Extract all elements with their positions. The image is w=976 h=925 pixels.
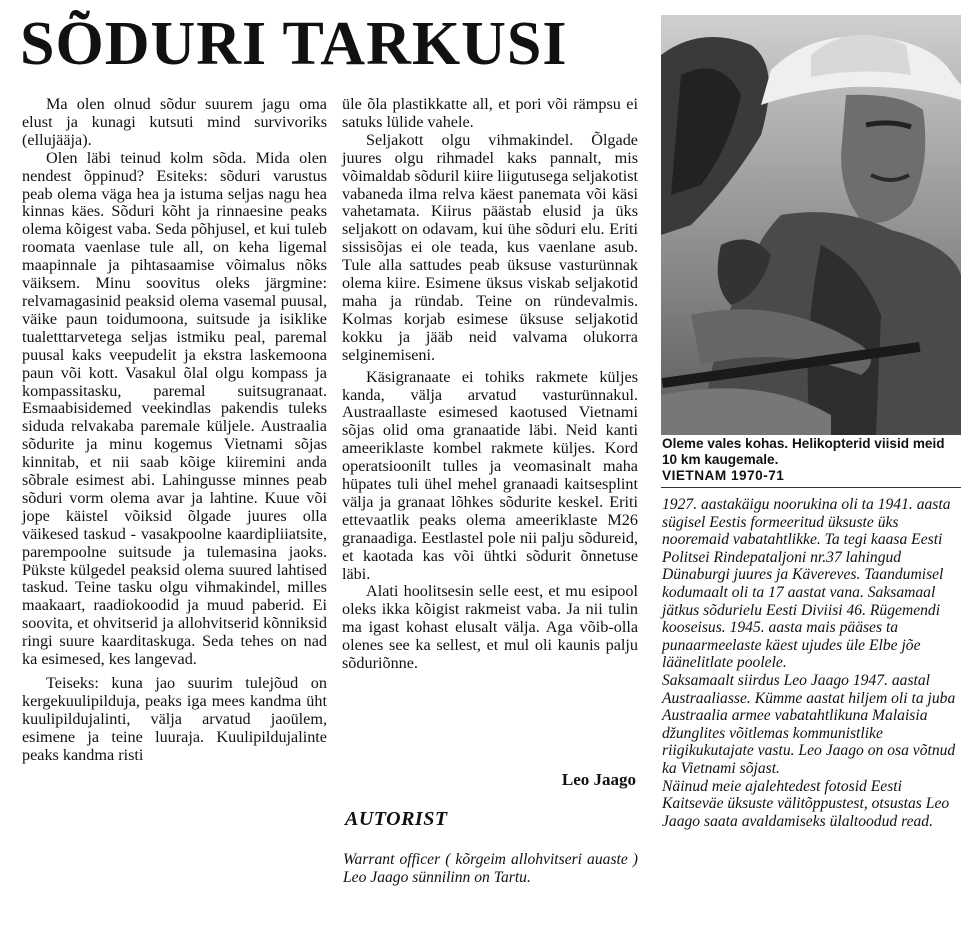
- caption-text: Oleme vales kohas. Helikopterid viisid meid 10 km kaugemale.: [662, 436, 945, 467]
- paragraph: Teiseks: kuna jao suurim tulejõud on kergekuulipilduja, peaks iga mees kandma üht kuulipildujalinti, välja arvatud jaoülem, esimene ja teine luuraja. Kuulipildujalinte peaks kandma risti: [22, 674, 327, 764]
- paragraph: Käsigranaate ei tohiks rakmete küljes kanda, välja arvatud vasturünnakul. Austraallaste esimesed kaotused Vietnami sõjas olid oma granaatide läbi. Neid kanti ameeriklaste kombel rakmete küljes. Kord operatsioonilt tulles ja veomasinalt maha hüpates tuli ühel mehel granaadi kaitsesplint välja ja granaat lõhkes sõdurite keskel. Eriti ettevaatlik peaks olema ameeriklaste M26 granaadiga. Eestlastel pole nii palju sõdureid, et kaotada kas või ühtki sõdurit õnnetuse läbi.: [342, 367, 638, 583]
- paragraph: Alati hoolitsesin selle eest, et mu esipool oleks ikka kõigist rakmeist vaba. Ja nii tulin ma igast kohast elusalt välja. Aga võib-olla olenes see ka sellest, et mul oli kaunis palju sõduriõnne.: [342, 582, 638, 673]
- article-column-2: [342, 96, 638, 673]
- paragraph: Ma olen olnud sõdur suurem jagu oma elust ja kunagi kutsuti mind survivoriks (ellujääja).: [22, 95, 327, 149]
- soldier-photo-image: [661, 15, 961, 435]
- divider: [661, 487, 961, 488]
- bio-paragraph: Näinud meie ajalehtedest fotosid Eesti Kaitseväe üksuste välitõppustest, otsustas Leo Jaago saata avaldamiseks ülaltoodud read.: [662, 777, 950, 830]
- author-section-heading: AUTORIST: [345, 808, 448, 830]
- author-biography: [662, 496, 962, 830]
- paragraph: üle õla plastikkatte all, et pori või rämpsu ei satuks lülide vahele.: [342, 95, 638, 131]
- headline: SÕDURI TARKUSI: [20, 10, 568, 78]
- paragraph: Olen läbi teinud kolm sõda. Mida olen nendest õppinud? Esiteks: sõduri varustus peab olema väga hea ja istuma seljas nagu hea kinnas käes. Sõduri kõht ja rinnaesine peaks olema kõigest vaba. Seda põhjusel, et kui tuleb roomata vaenlase tule all, on keha ligemal maapinnale ja pihtasaamise võimalus nõks väiksem. Minu soovitus oleks järgmine: relvamagasinid peaksid olema vasemal puusal, väike paun toidumoona, suitsude ja isiklike tualetttarvetega seljas istmiku peal, paremal puusal kaks veepudelit ja ekstra laskemoona paun või kott. Vasakul õlal olgu kompass ja kompassitasku, paremal suitsugranaat. Esmaabisidemed veekindlas pakendis tuleks siduda relvakaba paremale küljele. Austraalia sõdurite ja minu kogemus Vietnami sõjas kinnitab, et nii saab kõige kiiremini anda sõbrale esimest abi. Lahingusse minnes peab sõduri vorm olema avar ja lahtine. Kuue või jope käistel võiksid õlgade juures olla väikesed taskud - vasakpoolne kaardipliiatsite, parempoolne suitsude ja tulemasina jaoks. Pükste külgedel peaksid olema suured lahtised taskud. Teine tasku olgu vihmakindel, milles maakaart, raadiokoodid ja muud paberid. Ei soovita, et ohvitserid ja allohvitserid kõnniksid ringi suure kaarditaskuga. Seda tehes on nad ka esimesed, kes langevad.: [22, 148, 327, 669]
- photo-caption: [662, 436, 962, 484]
- soldier-photo: [661, 15, 961, 435]
- byline: Leo Jaago: [561, 770, 636, 789]
- author-intro: Warrant officer ( kõrgeim allohvitseri auaste ) Leo Jaago sünnilinn on Tartu.: [343, 851, 638, 886]
- paragraph: Seljakott olgu vihmakindel. Õlgade juures olgu rihmadel kaks pannalt, mis võimaldab sõduril kiire liigutusega seljakotist vabaneda ilma relva käest panemata või käsi vahetamata. Kiirus päästab elusid ja üks seljakott on odavam, kui ühe sõduri elu. Eriti sissisõjas ei ole teada, kus vaenlane asub. Tule alla sattudes peab üksuse vasturünnak olema kiire. Esimene üksus viskab seljakotid maha ja ründab. Teine on ründevalmis. Kolmas korjab esimese üksuse seljakotid kokku ja jääb neid valvama olukorra selginemiseni.: [342, 130, 638, 364]
- article-column-1: [22, 96, 327, 765]
- caption-location: VIETNAM 1970-71: [662, 468, 785, 483]
- bio-paragraph: Saksamaalt siirdus Leo Jaago 1947. aastal Austraaliasse. Kümme aastat hiljem oli ta juba Austraalia armee vabatahtlikuna Malaisia džunglites võitlemas kommunistlike riigikukutajate vastu. Leo Jaago on osa võtnud ka Vietnami sõjast.: [662, 671, 956, 777]
- bio-paragraph: 1927. aastakäigu noorukina oli ta 1941. aasta sügisel Eestis formeeritud üksuste üks nooremaid vabatahtlikke. Ta tegi kaasa Eesti Politsei Rindepataljoni nr.37 lahingud Dünaburgi juures ja Kävereves. Taandumisel kodumaalt oli ta 17 aastat vana. Saksamaal jätkus sõdurielu Eesti Diviisi 46. Rügemendi kooseisus. 1945. aasta mais pääses ta punaarmeelaste käest ujudes üle Elbe jõe läänelitlate poolele.: [662, 496, 951, 672]
